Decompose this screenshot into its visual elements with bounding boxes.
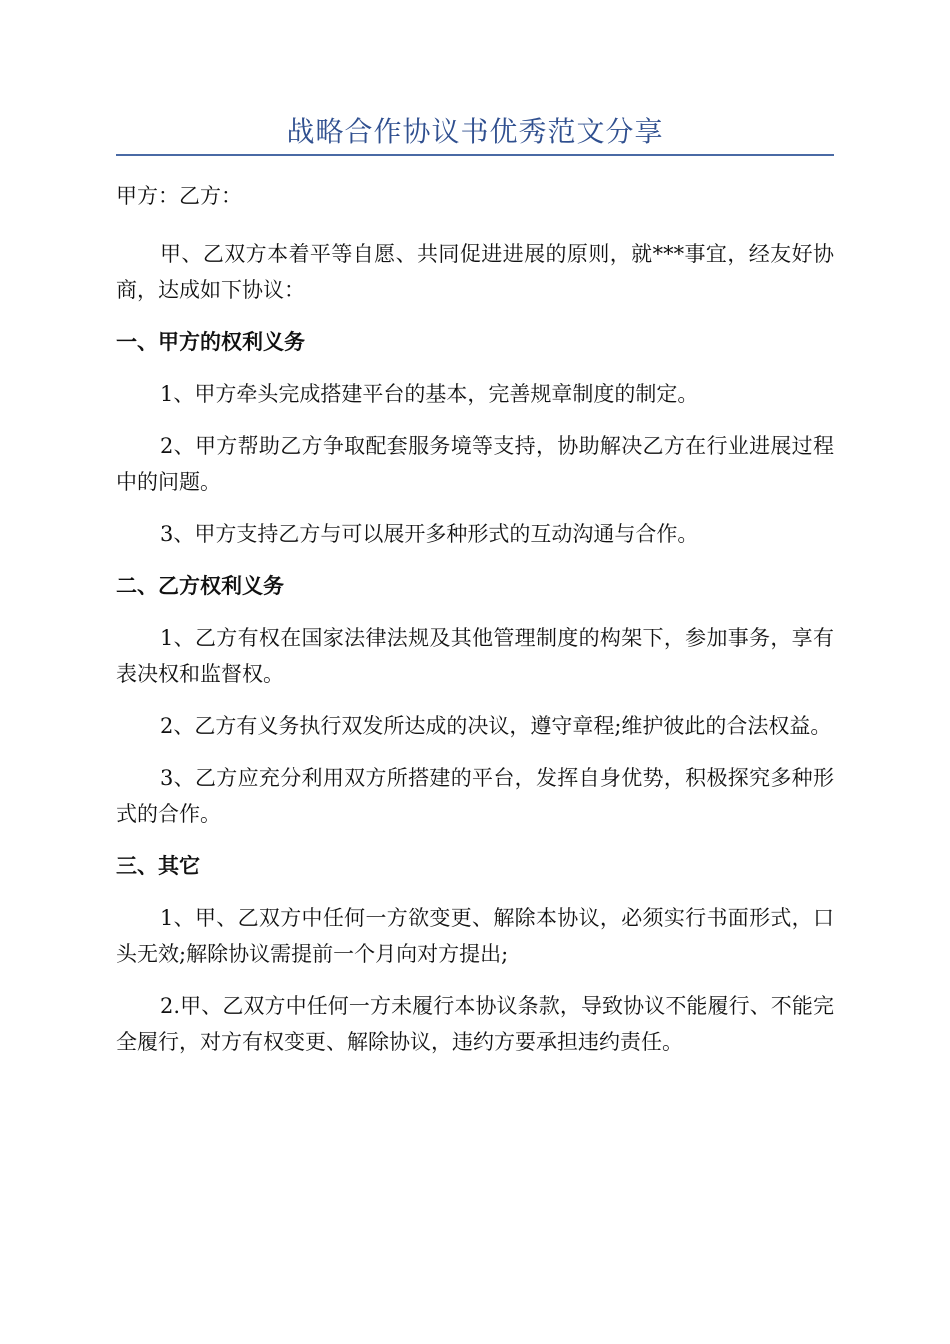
party-b-item-1: 1、乙方有权在国家法律法规及其他管理制度的构架下，参加事务，享有表决权和监督权。 xyxy=(116,626,834,686)
party-b-item-2: 2、乙方有义务执行双发所达成的决议，遵守章程;维护彼此的合法权益。 xyxy=(160,714,832,738)
section-heading-party-b: 二、乙方权利义务 xyxy=(116,574,284,598)
party-a-item-1: 1、甲方牵头完成搭建平台的基本，完善规章制度的制定。 xyxy=(160,382,699,406)
intro-paragraph: 甲、乙双方本着平等自愿、共同促进进展的原则，就***事宜，经友好协商，达成如下协议： xyxy=(116,242,834,302)
parties-line: 甲方：乙方： xyxy=(116,184,242,208)
section-heading-party-a: 一、甲方的权利义务 xyxy=(116,330,305,354)
other-item-2: 2.甲、乙双方中任何一方未履行本协议条款，导致协议不能履行、不能完全履行，对方有权变更、解除协议，违约方要承担违约责任。 xyxy=(116,994,834,1054)
document-title: 战略合作协议书优秀范文分享 xyxy=(286,115,664,148)
party-b-item-3: 3、乙方应充分利用双方所搭建的平台，发挥自身优势，积极探究多种形式的合作。 xyxy=(116,766,834,826)
section-heading-other: 三、其它 xyxy=(116,854,200,878)
title-underline xyxy=(116,154,834,156)
party-a-item-2: 2、甲方帮助乙方争取配套服务境等支持，协助解决乙方在行业进展过程中的问题。 xyxy=(116,434,834,494)
party-a-item-3: 3、甲方支持乙方与可以展开多种形式的互动沟通与合作。 xyxy=(160,522,699,546)
document-body xyxy=(116,178,834,1076)
other-item-1: 1、甲、乙双方中任何一方欲变更、解除本协议，必须实行书面形式，口头无效;解除协议需提前一个月向对方提出; xyxy=(116,906,834,966)
